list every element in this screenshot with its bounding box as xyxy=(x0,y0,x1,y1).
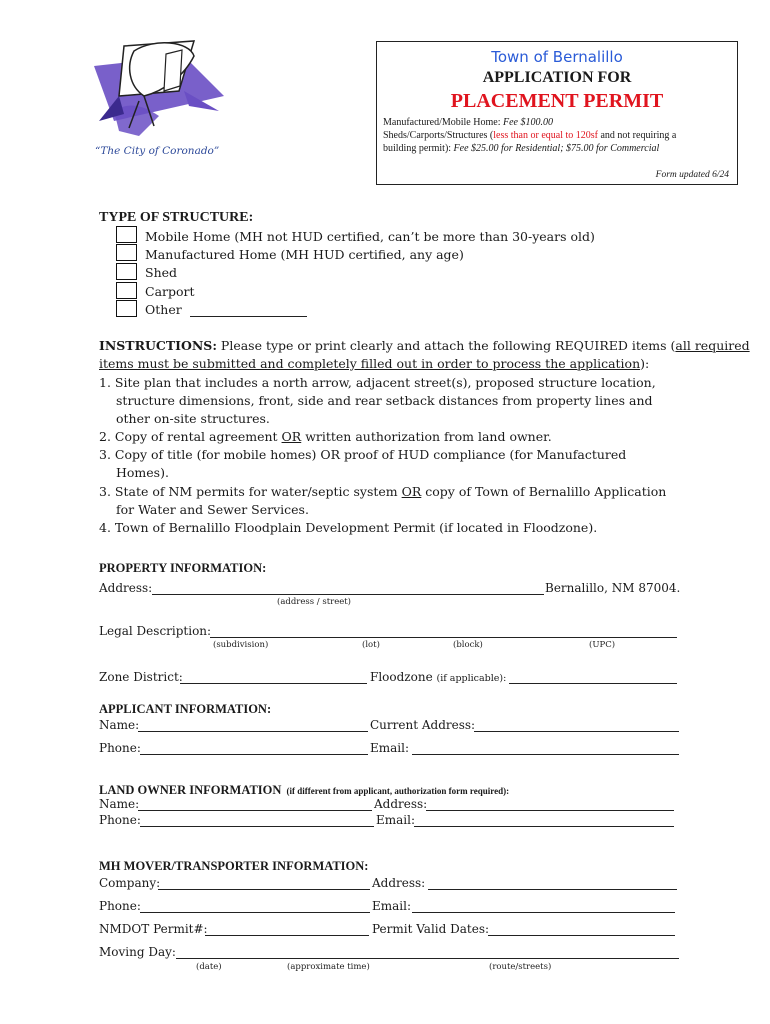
checkbox-mobile-home[interactable] xyxy=(116,226,137,243)
applicant-email-label: Email: xyxy=(370,741,410,755)
applicant-address-label: Current Address: xyxy=(370,718,476,732)
land-owner-heading xyxy=(99,779,509,798)
permit-title: PLACEMENT PERMIT xyxy=(450,90,664,112)
floodzone-label xyxy=(370,670,506,684)
mover-phone-label: Phone: xyxy=(99,899,141,913)
option-shed: Shed xyxy=(145,265,178,280)
structure-title: TYPE OF STRUCTURE: xyxy=(99,210,254,225)
nmdot-field[interactable] xyxy=(205,935,369,936)
form-updated: Form updated 6/24 xyxy=(655,170,729,180)
address-field[interactable] xyxy=(152,594,544,595)
instructions-label: INSTRUCTIONS: xyxy=(99,338,217,353)
checkbox-manufactured-home[interactable] xyxy=(116,244,137,261)
logo-tagline: “The City of Coronado” xyxy=(95,145,220,157)
instructions-underline-2: items must be submitted and completely filled out in order to process the application xyxy=(99,356,641,371)
fee-mh-value: Fee $100.00 xyxy=(502,117,553,128)
legal-hint-subdivision: (subdivision) xyxy=(213,640,269,650)
instruction-item5: 4. Town of Bernalillo Floodplain Development Permit (if located in Floodzone). xyxy=(99,520,598,535)
property-title: PROPERTY INFORMATION: xyxy=(99,561,267,575)
fee-mh-label: Manufactured/Mobile Home: xyxy=(383,117,503,128)
zone-label: Zone District: xyxy=(99,670,183,684)
applicant-address-field[interactable] xyxy=(474,731,679,732)
legal-hint-block: (block) xyxy=(453,640,483,650)
fee-sheds-line2: building permit): xyxy=(383,143,454,154)
instructions-line2 xyxy=(99,356,649,371)
instruction-item4-b: copy of Town of Bernalillo Application xyxy=(421,484,667,499)
application-for: APPLICATION FOR xyxy=(482,69,632,86)
checkbox-other[interactable] xyxy=(116,300,137,317)
town-name: Town of Bernalillo xyxy=(491,48,623,66)
legal-hint-lot: (lot) xyxy=(362,640,380,650)
instruction-item3-l2: Homes). xyxy=(116,465,169,480)
fee-sheds-value: Fee $25.00 for Residential; $75.00 for Commercial xyxy=(453,143,660,154)
owner-email-field[interactable] xyxy=(414,826,674,827)
owner-address-field[interactable] xyxy=(426,810,674,811)
owner-email-label: Email: xyxy=(376,813,416,827)
valid-dates-label: Permit Valid Dates: xyxy=(372,922,490,936)
fee-schedule xyxy=(383,116,731,155)
instruction-item3-l1: 3. Copy of title (for mobile homes) OR proof of HUD compliance (for Manufactured xyxy=(99,447,627,462)
address-suffix: Bernalillo, NM 87004. xyxy=(545,581,681,595)
owner-name-label: Name: xyxy=(99,797,140,811)
applicant-name-label: Name: xyxy=(99,718,140,732)
zone-field[interactable] xyxy=(180,683,367,684)
instructions-line1 xyxy=(99,338,750,353)
mover-title: MH MOVER/TRANSPORTER INFORMATION: xyxy=(99,859,369,873)
instruction-item2-b: written authorization from land owner. xyxy=(301,429,552,444)
instruction-item1-l3: other on-site structures. xyxy=(116,411,270,426)
applicant-phone-label: Phone: xyxy=(99,741,141,755)
floodzone-hint: (if applicable): xyxy=(436,673,507,684)
mover-address-field[interactable] xyxy=(428,889,677,890)
floodzone-text: Floodzone xyxy=(370,670,437,684)
legal-hint-upc: (UPC) xyxy=(589,640,616,650)
moving-hint-date: (date) xyxy=(196,962,222,972)
legal-description-field[interactable] xyxy=(210,637,677,638)
applicant-title: APPLICANT INFORMATION: xyxy=(99,702,272,716)
instruction-item4 xyxy=(99,484,666,499)
option-mobile-home: Mobile Home (MH not HUD certified, can’t be more than 30-years old) xyxy=(145,229,595,244)
fee-sheds-size: less than or equal to 120sf xyxy=(493,130,598,141)
mover-company-field[interactable] xyxy=(158,889,370,890)
owner-phone-field[interactable] xyxy=(140,826,374,827)
header-box xyxy=(376,41,738,185)
mover-phone-field[interactable] xyxy=(140,912,370,913)
owner-phone-label: Phone: xyxy=(99,813,141,827)
instruction-item1-l1: 1. Site plan that includes a north arrow, adjacent street(s), proposed structure location, xyxy=(99,375,656,390)
mover-address-label: Address: xyxy=(372,876,426,890)
land-owner-title: LAND OWNER INFORMATION xyxy=(99,783,282,797)
instruction-item2-or: OR xyxy=(281,429,302,444)
moving-hint-route: (route/streets) xyxy=(489,962,552,972)
checkbox-shed[interactable] xyxy=(116,263,137,280)
instructions-underline-1: all required xyxy=(675,338,750,353)
moving-hint-time: (approximate time) xyxy=(287,962,370,972)
fee-sheds-label: Sheds/Carports/Structures ( xyxy=(383,130,494,141)
legal-label: Legal Description: xyxy=(99,624,212,638)
instruction-item4-l2: for Water and Sewer Services. xyxy=(116,502,309,517)
mover-company-label: Company: xyxy=(99,876,161,890)
instruction-item1-l2: structure dimensions, front, side and rear setback distances from property lines and xyxy=(116,393,653,408)
instruction-item4-or: OR xyxy=(401,484,422,499)
town-logo xyxy=(84,36,234,151)
land-owner-note: (if different from applicant, authorization form required): xyxy=(286,786,510,796)
option-carport: Carport xyxy=(145,284,195,299)
floodzone-field[interactable] xyxy=(509,683,677,684)
mover-email-field[interactable] xyxy=(412,912,675,913)
instruction-item2 xyxy=(99,429,552,444)
moving-day-field[interactable] xyxy=(176,958,679,959)
instructions-intro: Please type or print clearly and attach the following REQUIRED items ( xyxy=(216,338,676,353)
instructions-intro-end: ): xyxy=(640,356,650,371)
instruction-item4-a: 3. State of NM permits for water/septic system xyxy=(99,484,402,499)
applicant-name-field[interactable] xyxy=(138,731,368,732)
owner-address-label: Address: xyxy=(374,797,428,811)
address-label: Address: xyxy=(99,581,153,595)
option-manufactured-home: Manufactured Home (MH HUD certified, any age) xyxy=(145,247,464,262)
checkbox-carport[interactable] xyxy=(116,282,137,299)
option-other: Other xyxy=(145,302,182,317)
applicant-email-field[interactable] xyxy=(412,754,679,755)
instruction-item2-a: 2. Copy of rental agreement xyxy=(99,429,282,444)
valid-dates-field[interactable] xyxy=(488,935,675,936)
nmdot-label: NMDOT Permit#: xyxy=(99,922,208,936)
other-field[interactable] xyxy=(190,316,307,317)
fee-sheds-rest: and not requiring a xyxy=(597,130,677,141)
address-hint: (address / street) xyxy=(277,597,351,607)
owner-name-field[interactable] xyxy=(138,810,372,811)
applicant-phone-field[interactable] xyxy=(140,754,368,755)
mover-email-label: Email: xyxy=(372,899,412,913)
moving-day-label: Moving Day: xyxy=(99,945,176,959)
